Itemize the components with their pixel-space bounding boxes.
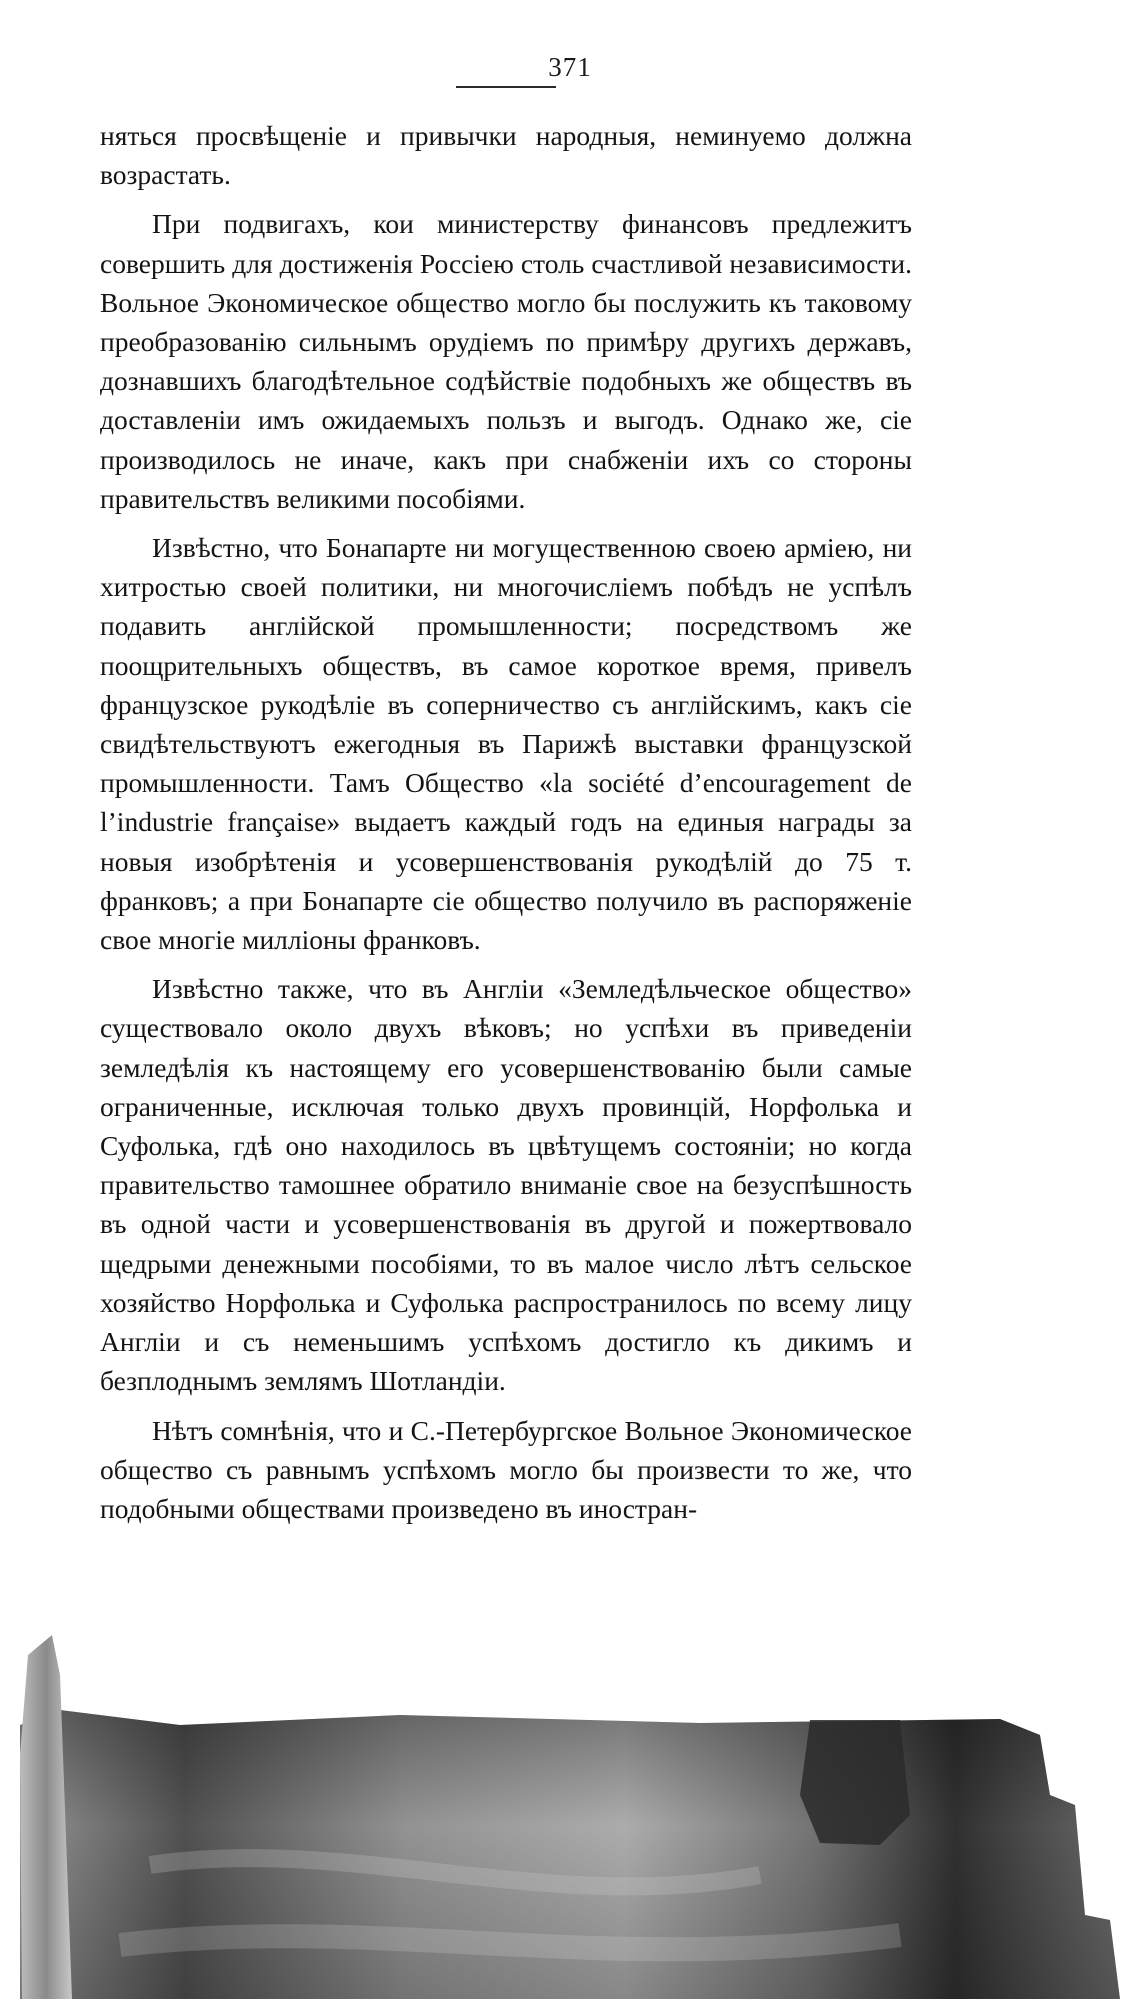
scan-streak [120,1935,900,1949]
body-text [100,116,912,1538]
scan-left-post [20,1635,72,1999]
paragraph-2: При подвигахъ, кои министерству финансовъ предлежитъ совершить для достиженія Россіею столь счастливой независимости. Вольное Экономическое общество могло бы послужить къ таковому преобразованію сильнымъ орудіемъ по примѣру другихъ державъ, дознавшихъ благодѣтельное содѣйствіе подобныхъ же обществъ въ доставленіи имъ ожидаемыхъ пользъ и выгодъ. Однако же, сіе производилось не иначе, какъ при снабженіи ихъ со стороны правительствъ великими пособіями. [100,208,912,514]
scan-dark-shape [800,1720,910,1845]
page-number: 371 [548,52,592,82]
paragraph-5: Нѣтъ сомнѣнія, что и С.-Петербургское Вольное Экономическое общество съ равнымъ успѣхомъ могло бы произвести то же, что подобными обществами произведено въ иностран- [100,1414,912,1524]
paragraph-4: Извѣстно также, что въ Англіи «Земледѣльческое общество» существовало около двухъ вѣковъ; но успѣхи въ приведеніи земледѣлія къ настоящему его усовершенствованію были самые ограниченные, исключая только двухъ провинцій, Норфолька и Суфолька, гдѣ оно находилось въ цвѣтущемъ состояніи; но когда правительство тамошнее обратило вниманіе свое на безуспѣшность въ одной части и усовершенствованія въ другой и пожертвовало щедрыми денежными пособіями, то въ малое число лѣтъ сельское хозяйство Норфолька и Суфолька распространилось по всему лицу Англіи и съ неменьшимъ успѣхомъ достигло къ дикимъ и безплоднымъ землямъ Шотландіи. [100,973,912,1397]
paragraph-1: няться просвѣщеніе и привычки народныя, неминуемо должна возрастать. [100,120,912,191]
paragraph-3: Извѣстно, что Бонапарте ни могущественною своею арміею, ни хитростью своей политики, ни многочисліемъ побѣдъ не успѣлъ подавить англійской промышленности; посредствомъ же поощрительныхъ обществъ, въ самое короткое время, привелъ французское рукодѣліе въ соперничество съ англійскимъ, какъ сіе свидѣтельствуютъ ежегодныя въ Парижѣ выставки французской промышленности. Тамъ Общество «la société d’encouragement de l’industrie française» выдаетъ каждый годъ на единыя награды за новыя изобрѣтенія и усовершенствованія рукодѣлій до 75 т. франковъ; а при Бонапарте сіе общество получило въ распоряженіе свое многіе милліоны франковъ. [100,532,912,956]
scan-artifact-band [0,1615,1140,1999]
scan-artifact-graphic [0,1615,1140,1999]
page-number-rule [456,86,556,88]
